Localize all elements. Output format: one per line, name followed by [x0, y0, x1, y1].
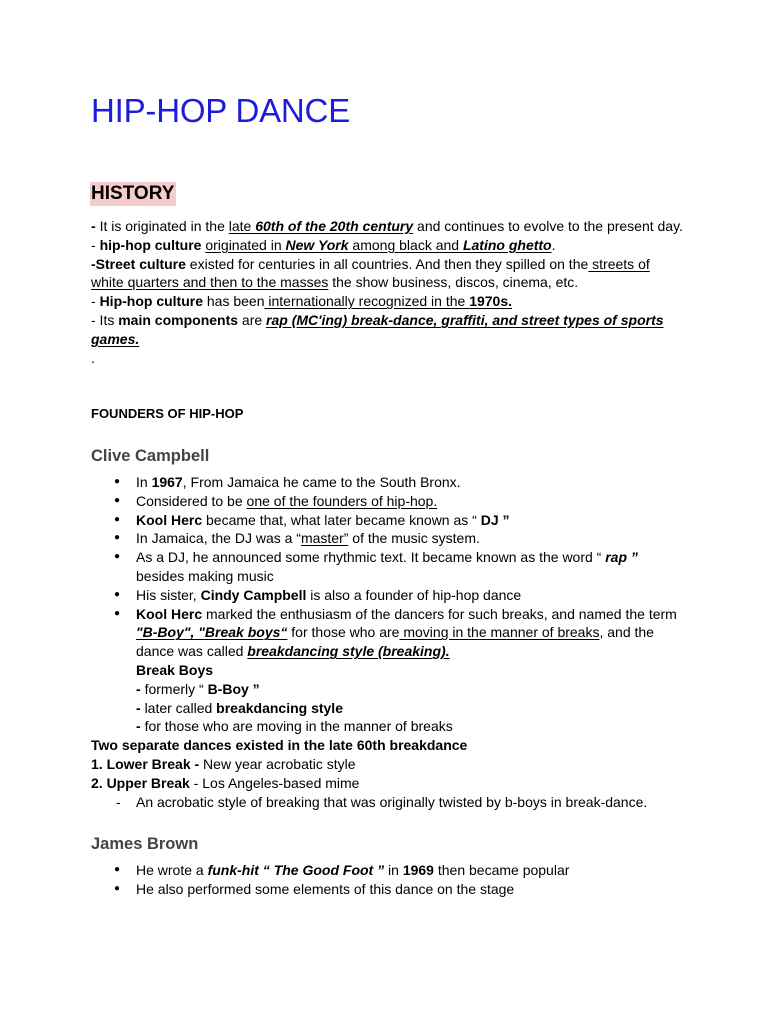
history-line-8: .: [91, 349, 95, 366]
page-title: HIP-HOP DANCE: [91, 92, 350, 129]
history-heading: HISTORY: [91, 183, 175, 204]
history-line-6: - Its main components are rap (MC'ing) break-dance, graffiti, and street types of sports: [91, 311, 664, 328]
bullet-icon: ●: [114, 882, 121, 894]
dash-marker: -: [116, 793, 121, 810]
founders-heading: FOUNDERS OF HIP-HOP: [91, 406, 244, 421]
list-item: ● Considered to be one of the founders of hip-hop.: [114, 492, 438, 509]
break-boys-label: Break Boys: [136, 661, 214, 678]
bullet-icon: ●: [114, 476, 121, 487]
bullet-icon: ●: [114, 864, 121, 875]
list-item: ● As a DJ, he announced some rhythmic text. It became known as the word “ rap ” besides making music: [114, 549, 638, 584]
list-item: ● He also performed some elements of this dance on the stage: [114, 880, 515, 897]
clive-campbell-heading: Clive Campbell: [91, 447, 210, 465]
history-line-4: white quarters and then to the masses the show business, discos, cinema, etc.: [91, 274, 579, 291]
bullet-icon: ●: [114, 588, 121, 600]
history-paragraph: [91, 217, 683, 367]
bullet-icon: ●: [114, 551, 121, 563]
clive-campbell-list: [91, 473, 691, 811]
james-brown-heading: James Brown: [91, 835, 199, 853]
two-dances-heading: Two separate dances existed in the late 60th breakdance: [91, 737, 468, 754]
history-line-2: - hip-hop culture originated in New York among black and Latino ghetto.: [91, 236, 556, 253]
bullet-icon: ●: [114, 513, 121, 525]
list-item: ● He wrote a funk-hit “ The Good Foot ” in 1969 then became popular: [114, 862, 570, 878]
lower-break-line: 1. Lower Break - New year acrobatic style: [91, 755, 356, 772]
history-line-3: -Street culture existed for centuries in all countries. And then they spilled on the streets of: [91, 255, 650, 272]
list-item: ● Kool Herc marked the enthusiasm of the dancers for such breaks, and named the term "B-Boy", "Break boys“ for those who are moving in the manner of breaks, and the dance was called breakdancing style (breaking). Break Boys - formerly “ B-Boy ” - later called breakdancing style - for those who are moving in the manner of breaks: [114, 605, 677, 735]
bullet-icon: ●: [114, 607, 121, 619]
history-line-1: - It is originated in the late 60th of the 20th century and continues to evolve to the present day.: [91, 218, 683, 234]
bullet-icon: ●: [114, 494, 121, 506]
list-item: ● Kool Herc became that, what later became known as “ DJ ”: [114, 511, 510, 528]
history-line-5: - Hip-hop culture has been internationally recognized in the 1970s.: [91, 293, 513, 310]
upper-break-detail: - An acrobatic style of breaking that was originally twisted by b-boys in break-dance.: [116, 793, 648, 810]
history-line-7: games.: [91, 330, 140, 347]
list-item: ● His sister, Cindy Campbell is also a founder of hip-hop dance: [114, 586, 522, 603]
list-item: ● In 1967, From Jamaica he came to the South Bronx.: [114, 474, 461, 490]
bullet-icon: ●: [114, 532, 121, 544]
upper-break-line: 2. Upper Break - Los Angeles-based mime: [91, 774, 360, 791]
james-brown-list: [91, 861, 691, 899]
list-item: ● In Jamaica, the DJ was a “master” of the music system.: [114, 530, 480, 547]
